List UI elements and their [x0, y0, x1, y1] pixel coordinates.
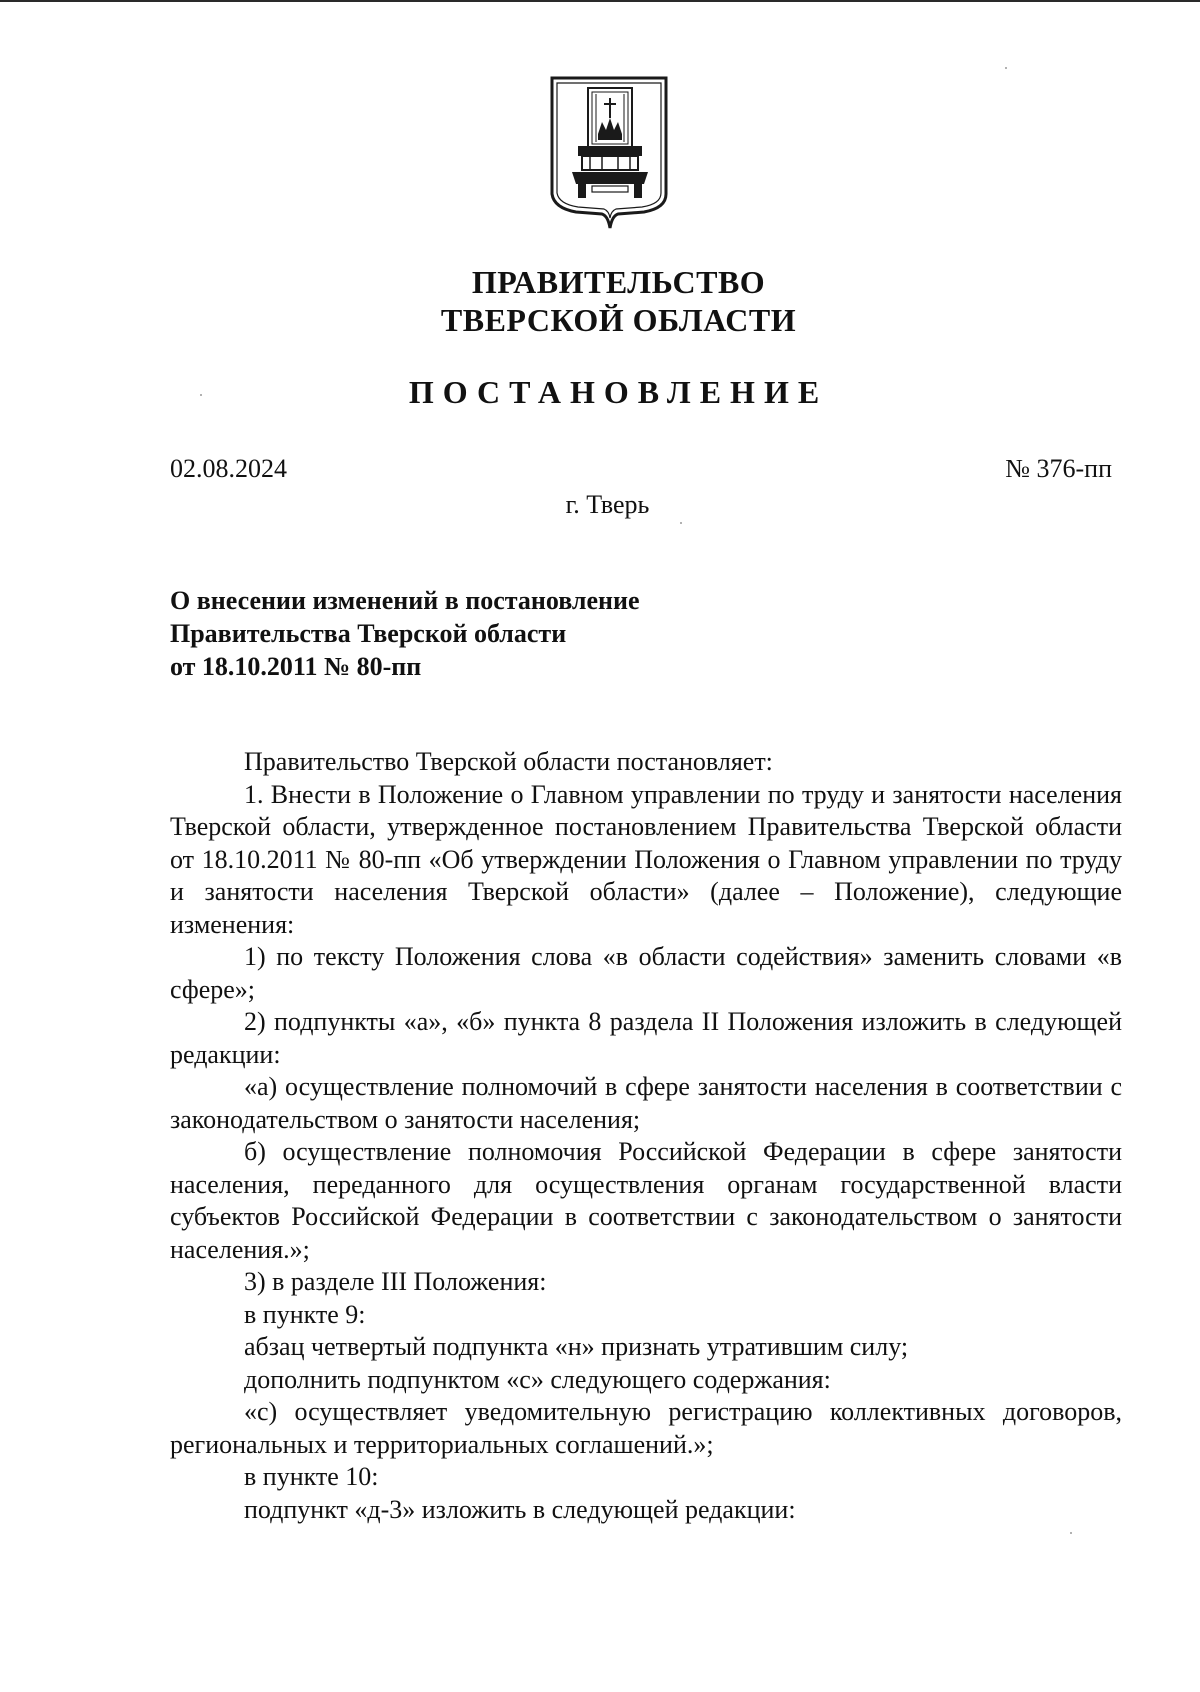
subject-line: О внесении изменений в постановление — [170, 586, 640, 615]
document-city: г. Тверь — [565, 490, 650, 519]
body-paragraph: дополнить подпунктом «с» следующего содержания: — [244, 1364, 831, 1394]
coat-of-arms-emblem — [548, 76, 672, 232]
government-title-line2: ТВЕРСКОЙ ОБЛАСТИ — [440, 302, 797, 338]
body-paragraph: 2) подпункты «а», «б» пункта 8 раздела II Положения изложить в следующей редакции: — [170, 1007, 1122, 1069]
body-paragraph: 3) в разделе III Положения: — [244, 1267, 547, 1296]
document-subject — [170, 584, 640, 683]
body-paragraph: в пункте 9: — [244, 1299, 366, 1329]
body-paragraph: б) осуществление полномочия Российской Федерации в сфере занятости населения, переданного для осуществления органам государственной власти субъектов Российской Федерации в соответствии с законодательством о занятости населения.»; — [170, 1137, 1122, 1264]
body-paragraph: абзац четвертый подпункта «н» признать утратившим силу; — [244, 1332, 909, 1361]
body-paragraph: 1) по тексту Положения слова «в области содействия» заменить словами «в сфере»; — [170, 942, 1122, 1004]
body-paragraph: Правительство Тверской области постановляет: — [244, 747, 773, 776]
body-paragraph: в пункте 10: — [244, 1462, 379, 1491]
document-body — [170, 746, 1122, 1526]
scan-speck — [1070, 1532, 1072, 1534]
subject-line: Правительства Тверской области — [170, 619, 567, 648]
subject-line: от 18.10.2011 № 80-пп — [170, 652, 422, 681]
document-date: 02.08.2024 — [170, 454, 287, 483]
government-title-line1: ПРАВИТЕЛЬСТВО — [471, 264, 766, 300]
scan-speck — [1005, 67, 1007, 69]
body-paragraph: «а) осуществление полномочий в сфере занятости населения в соответствии с законодательством о занятости населения; — [170, 1072, 1122, 1134]
document-number: № 376-пп — [1005, 454, 1112, 483]
body-paragraph: подпункт «д-3» изложить в следующей редакции: — [244, 1494, 796, 1524]
document-type-heading: ПОСТАНОВЛЕНИЕ — [408, 374, 829, 410]
body-paragraph: «с) осуществляет уведомительную регистрацию коллективных договоров, региональных и территориальных соглашений.»; — [170, 1397, 1122, 1459]
scan-speck — [200, 394, 202, 396]
body-paragraph: 1. Внести в Положение о Главном управлении по труду и занятости населения Тверской области, утвержденное постановлением Правительства Тверской области от 18.10.2011 № 80-пп «Об утверждении Положения о Главном управлении по труду и занятости населения Тверской области» (далее – Положение), следующие изменения: — [170, 779, 1122, 939]
scan-speck — [680, 522, 682, 524]
